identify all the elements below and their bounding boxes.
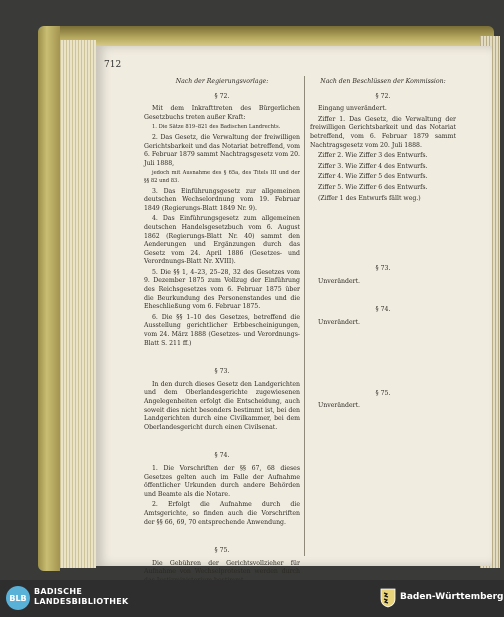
- page-number: 712: [104, 60, 122, 70]
- right-column-body: [310, 93, 456, 411]
- paragraph: Eingang unverändert.: [318, 105, 387, 113]
- state-name[interactable]: Baden-Württemberg: [400, 592, 504, 602]
- section-title: § 73.: [214, 368, 230, 376]
- paragraph: Ziffer 3. Wie Ziffer 4 des Entwurfs.: [318, 162, 428, 170]
- paragraph: 6. Die §§ 1–10 des Gesetzes, betreffend die Ausstellung gerichtlicher Erbbescheinigungen, vom 24. März 1888 (Gesetzes- und Verordnungs-Blatt S. 211 ff.): [144, 313, 300, 347]
- page-stack-edge: [60, 40, 96, 568]
- paragraph: Unverändert.: [318, 318, 361, 326]
- baden-wuerttemberg-crest-icon: [380, 588, 396, 608]
- paragraph: 3. Das Einführungsgesetz zur allgemeinen deutschen Wechselordnung vom 19. Februar 1849 (Regierungs-Blatt 1849 Nr. 9).: [144, 187, 300, 212]
- paragraph: In den durch dieses Gesetz den Landgerichten und dem Oberlandesgerichte zugewiesenen Angelegenheiten erfolgt die Entscheidung, auch soweit dies nicht besonders bestimmt ist, bei den Landgerichten durch eine Civilkammer, bei dem Oberlandesgericht durch einen Civilsenat.: [144, 380, 300, 431]
- paragraph: 5. Die §§ 1, 4–23, 25–28, 32 des Gesetzes vom 9. Dezember 1875 zum Vollzug der Einführung des Reichsgesetzes vom 6. Februar 1875 über die Beurkundung des Personenstandes und die Eheschließung vom 6. Februar 1875.: [144, 268, 300, 311]
- left-column-body: [144, 93, 300, 586]
- paragraph: Ziffer 1. Das Gesetz, die Verwaltung der freiwilligen Gerichtsbarkeit und das Notariat betreffend, vom 6. Februar 1879 sammt Nachtragsgesetz vom 20. Juli 1888.: [310, 115, 456, 149]
- footer-bar: [0, 580, 504, 617]
- paragraph: Mit dem Inkrafttreten des Bürgerlichen Gesetzbuchs treten außer Kraft:: [144, 105, 300, 121]
- paragraph-note: jedoch mit Ausnahme des § 65a, des Titels III und der §§ 82 und 83.: [144, 170, 300, 184]
- paragraph: 4. Das Einführungsgesetz zum allgemeinen deutschen Handelsgesetzbuch vom 6. August 1862 (Regierungs-Blatt Nr. 40) sammt den Aenderungen und Ergänzungen durch das Gesetz vom 24. April 1886 (Gesetzes- und Verordnungs-Blatt Nr. XVIII).: [144, 215, 300, 266]
- section-title: § 72.: [214, 92, 230, 100]
- paragraph: Ziffer 5. Wie Ziffer 6 des Entwurfs.: [318, 183, 428, 191]
- left-column-header: Nach der Regierungsvorlage:: [175, 78, 269, 85]
- section-title: § 75.: [214, 547, 230, 555]
- left-column: [144, 78, 300, 588]
- spacer: [310, 288, 456, 302]
- spacer: [144, 434, 300, 448]
- blb-logo-icon[interactable]: BLB: [6, 586, 30, 610]
- paragraph: Ziffer 4. Wie Ziffer 5 des Entwurfs.: [318, 173, 428, 181]
- section-title: § 73.: [375, 265, 391, 273]
- section-title: § 74.: [214, 452, 230, 460]
- paragraph: Unverändert.: [318, 402, 361, 410]
- paragraph-note: 1. Die Sätze 819–821 des Badischen Landrechts.: [152, 124, 281, 131]
- library-name-line1: BADISCHE: [34, 587, 83, 596]
- library-name-line2: LANDESBIBLIOTHEK: [34, 597, 129, 606]
- book-spine-edge: [38, 26, 60, 571]
- section-title: § 72.: [375, 92, 391, 100]
- paragraph: (Ziffer 1 des Entwurfs fällt weg.): [318, 194, 421, 202]
- spacer: [144, 529, 300, 543]
- section-title: § 74.: [375, 306, 391, 314]
- paragraph: Ziffer 2. Wie Ziffer 3 des Entwurfs.: [318, 152, 428, 160]
- section-title: § 75.: [375, 389, 391, 397]
- book-top-edge: [50, 26, 494, 46]
- column-divider: [304, 76, 305, 556]
- library-name[interactable]: [34, 587, 129, 607]
- right-column: [310, 78, 456, 413]
- paragraph: Unverändert.: [318, 277, 361, 285]
- paragraph: 1. Die Vorschriften der §§ 67, 68 dieses Gesetzes gelten auch im Falle der Aufnahme öffentlicher Urkunden durch andere Behörden und Beamte als die Notare.: [144, 464, 300, 498]
- paragraph: 2. Das Gesetz, die Verwaltung der freiwilligen Gerichtsbarkeit und das Notariat betreffend, vom 6. Februar 1879 sammt Nachtragsgesetz vom 20. Juli 1888,: [144, 133, 300, 167]
- spacer: [144, 350, 300, 364]
- paragraph: Die Gebühren der Gerichtsvollzieher für Aufnahme von Wechselprotesten werden durch: [144, 559, 300, 576]
- paragraph: 2. Erfolgt die Aufnahme durch die Amtsgerichte, so finden auch die Vorschriften der §§ 66, 69, 70 entsprechende Anwendung.: [144, 501, 300, 526]
- spacer: [310, 205, 456, 261]
- right-column-header: Nach den Beschlüssen der Kommission:: [320, 78, 446, 85]
- spacer: [310, 330, 456, 386]
